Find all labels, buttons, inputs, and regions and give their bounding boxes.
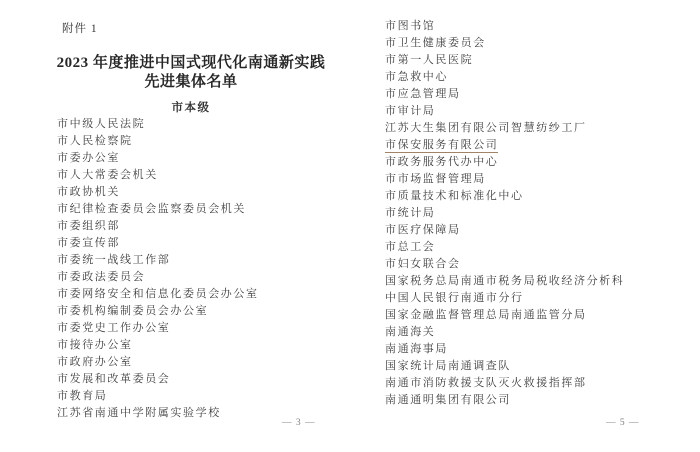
page-number-right: — 5 — [606, 418, 640, 428]
list-item: 市委办公室 [57, 152, 120, 164]
list-item: 市发展和改革委员会 [57, 373, 171, 385]
list-item: 市纪律检查委员会监察委员会机关 [57, 203, 246, 215]
list-item: 市委党史工作办公室 [57, 322, 171, 334]
list-item: 市急救中心 [385, 71, 448, 83]
list-item: 市政府办公室 [57, 356, 133, 368]
left-page-list [57, 116, 259, 422]
document-title-line1: 2023 年度推进中国式现代化南通新实践 [56, 55, 326, 71]
right-page-list [385, 18, 624, 409]
list-item: 南通海关 [385, 326, 436, 338]
list-item: 南通海事局 [385, 343, 448, 355]
list-item: 市教育局 [57, 390, 108, 402]
page-number-left: — 3 — [282, 418, 316, 428]
list-item: 市图书馆 [385, 20, 436, 32]
attachment-label: 附件 1 [62, 23, 98, 35]
document-title [40, 54, 342, 92]
list-item: 市中级人民法院 [57, 118, 146, 130]
list-item: 市政协机关 [57, 186, 120, 198]
list-item-underlined [385, 137, 624, 154]
list-item: 市市场监督管理局 [385, 173, 486, 185]
list-item: 市第一人民医院 [385, 54, 474, 66]
list-item: 国家统计局南通调查队 [385, 360, 511, 372]
list-item: 市委机构编制委员会办公室 [57, 305, 209, 317]
list-item: 市委统一战线工作部 [57, 254, 171, 266]
list-item: 市医疗保障局 [385, 224, 461, 236]
document-title-line2: 先进集体名单 [144, 74, 238, 90]
list-item: 市委宣传部 [57, 237, 120, 249]
underline-annotation: 市保安服务有限公司 [385, 139, 499, 151]
list-item: 市人民检察院 [57, 135, 133, 147]
list-item: 市质量技术和标准化中心 [385, 190, 524, 202]
list-item: 市统计局 [385, 207, 436, 219]
list-item: 南通通明集团有限公司 [385, 394, 511, 406]
section-header: 市本级 [171, 102, 211, 114]
list-item: 市政务服务代办中心 [385, 156, 499, 168]
list-item: 国家税务总局南通市税务局税收经济分析科 [385, 275, 625, 287]
list-item: 中国人民银行南通市分行 [385, 292, 524, 304]
list-item: 市委组织部 [57, 220, 120, 232]
list-item: 国家金融监督管理总局南通监管分局 [385, 309, 587, 321]
list-item: 市人大常委会机关 [57, 169, 158, 181]
list-item: 市妇女联合会 [385, 258, 461, 270]
list-item: 南通市消防救援支队灭火救援指挥部 [385, 377, 587, 389]
list-item: 市总工会 [385, 241, 436, 253]
list-item: 市应急管理局 [385, 88, 461, 100]
list-item: 市审计局 [385, 105, 436, 117]
list-item: 市接待办公室 [57, 339, 133, 351]
list-item: 市委网络安全和信息化委员会办公室 [57, 288, 259, 300]
list-item: 江苏大生集团有限公司智慧纺纱工厂 [385, 122, 587, 134]
list-item: 市委政法委员会 [57, 271, 146, 283]
list-item: 市卫生健康委员会 [385, 37, 486, 49]
list-item: 江苏省南通中学附属实验学校 [57, 407, 221, 419]
